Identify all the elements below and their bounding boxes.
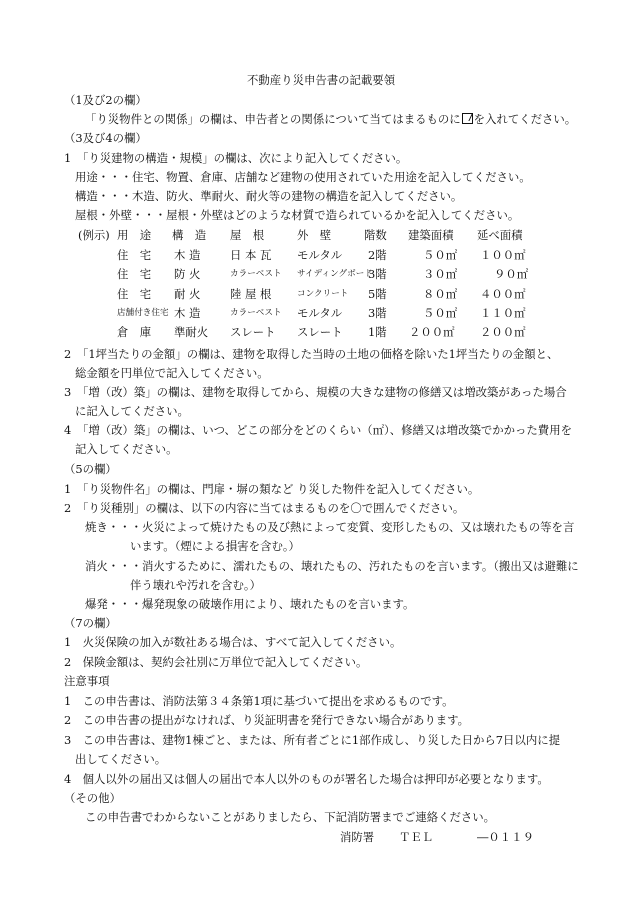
relation-instruction-text: 「り災物件との関係」の欄は、申告者との関係について当てはまるものに bbox=[85, 112, 461, 126]
table-cell: モルタル bbox=[297, 248, 343, 262]
item-price-per-tsubo: 2 「1坪当たりの金額」の欄は、建物を取得した当時の土地の価格を除いた1坪当たりの金額と、 bbox=[64, 347, 559, 361]
table-cell: １１０㎡ bbox=[480, 306, 526, 320]
table-cell: モルタル bbox=[297, 306, 343, 320]
table-cell: 住 宅 bbox=[117, 267, 152, 281]
table-cell: ９０㎡ bbox=[494, 267, 529, 281]
damage-burn-cont: います。（煙による損害を含む。） bbox=[130, 539, 300, 553]
relation-instruction-end: を入れてください。 bbox=[473, 112, 577, 126]
contact-instruction: この申告書でわからないことがありましたら、下記消防署までご連絡ください。 bbox=[85, 810, 496, 824]
section-heading-3-4: （3及び4の欄） bbox=[64, 131, 147, 145]
col-header-total-area: 延べ面積 bbox=[477, 228, 523, 242]
table-cell: ２００㎡ bbox=[480, 325, 526, 339]
table-cell: ５０㎡ bbox=[423, 306, 458, 320]
other-heading: （その他） bbox=[64, 791, 121, 805]
table-cell: ５０㎡ bbox=[423, 248, 458, 262]
table-cell: 3階 bbox=[368, 267, 387, 281]
tel-label: ＴＥＬ bbox=[399, 830, 434, 844]
notes-heading: 注意事項 bbox=[64, 674, 110, 688]
table-cell: 3階 bbox=[368, 306, 387, 320]
example-lead: (例示) bbox=[78, 228, 110, 242]
table-cell: 陸 屋 根 bbox=[230, 287, 272, 301]
note-1: 1 この申告書は、消防法第３４条第1項に基づいて提出を求めるものです。 bbox=[64, 694, 454, 708]
section-heading-1-2: （1及び2の欄） bbox=[64, 93, 147, 107]
table-cell: スレート bbox=[230, 325, 276, 339]
table-cell: 1階 bbox=[368, 325, 387, 339]
table-cell: 耐 火 bbox=[174, 287, 201, 301]
col-header-building-area: 建築面積 bbox=[408, 228, 454, 242]
damage-extinguish: 消火・・・消火するために、濡れたもの、壊れたもの、汚れたものを言います。（搬出又は避難に bbox=[85, 559, 579, 573]
table-cell: ２００㎡ bbox=[409, 325, 455, 339]
table-cell: ８０㎡ bbox=[423, 287, 458, 301]
item-price-per-tsubo-cont: 総金額を円単位で記入してください。 bbox=[75, 366, 269, 380]
col-header-floors: 階数 bbox=[364, 228, 387, 242]
table-cell: サイディングボード bbox=[297, 269, 373, 279]
table-cell: 倉 庫 bbox=[117, 325, 152, 339]
table-cell: １００㎡ bbox=[480, 248, 526, 262]
col-header-usage: 用 途 bbox=[117, 228, 152, 242]
table-cell: スレート bbox=[297, 325, 343, 339]
note-3-cont: 出してください。 bbox=[75, 752, 167, 766]
table-cell: 木 造 bbox=[174, 248, 201, 262]
structure-description: 構造・・・木造、防火、準耐火、耐火等の建物の構造を記入してください。 bbox=[75, 189, 463, 203]
section-heading-5: （5の欄） bbox=[64, 462, 117, 476]
damage-extinguish-cont: 伴う壊れや汚れを含む。） bbox=[130, 578, 261, 592]
item-extension-renovation: 3 「増（改）築」の欄は、建物を取得してから、規模の大きな建物の修繕又は増改築があった場合 bbox=[64, 385, 567, 399]
note-3: 3 この申告書は、建物1棟ごと、または、所有者ごとに1部作成し、り災した日から7日以内に提 bbox=[64, 733, 561, 747]
table-cell: 2階 bbox=[368, 248, 387, 262]
table-cell: ３０㎡ bbox=[423, 267, 458, 281]
table-cell: 住 宅 bbox=[117, 248, 152, 262]
table-cell: カラーベスト bbox=[230, 269, 282, 279]
item-damage-type: 2 「り災種別」の欄は、以下の内容に当てはまるものを〇で囲んでください。 bbox=[64, 501, 465, 515]
note-4: 4 個人以外の届出又は個人の届出で本人以外のものが署名した場合は押印が必要となります。 bbox=[64, 772, 549, 786]
table-cell: 準耐火 bbox=[174, 325, 209, 339]
item-renovation-cost: 4 「増（改）築」の欄は、いつ、どこの部分をどのくらい（㎡）、修繕又は増改築でかかった費用を bbox=[64, 423, 572, 437]
table-cell: 住 宅 bbox=[117, 287, 152, 301]
col-header-structure: 構 造 bbox=[172, 228, 207, 242]
col-header-wall: 外 壁 bbox=[297, 228, 332, 242]
damage-explosion: 爆発・・・爆発現象の破壊作用により、壊れたものを言います。 bbox=[85, 597, 415, 611]
item-insurance-amount: 2 保険金額は、契約会社別に万単位で記入してください。 bbox=[64, 655, 368, 669]
roof-wall-description: 屋根・外壁・・・屋根・外壁はどのような材質で造られているかを記入してください。 bbox=[75, 208, 520, 222]
table-cell: 5階 bbox=[368, 287, 387, 301]
col-header-roof: 屋 根 bbox=[230, 228, 265, 242]
table-cell: ４００㎡ bbox=[480, 287, 526, 301]
note-2: 2 この申告書の提出がなければ、り災証明書を発行できない場合があります。 bbox=[64, 713, 470, 727]
usage-description: 用途・・・住宅、物置、倉庫、店舗など建物の使用されていた用途を記入してください。 bbox=[75, 170, 531, 184]
table-cell: 店舗付き住宅 bbox=[117, 308, 169, 318]
table-cell: カラーベスト bbox=[230, 308, 282, 318]
fire-station-label: 消防署 bbox=[340, 830, 375, 844]
page-title: 不動産り災申告書の記載要領 bbox=[247, 73, 396, 87]
table-cell: コンクリート bbox=[297, 289, 349, 299]
item-damaged-object-name: 1 「り災物件名」の欄は、門扉・塀の類など り災した物件を記入してください。 bbox=[64, 482, 480, 496]
item-extension-renovation-cont: に記入してください。 bbox=[75, 404, 189, 418]
table-cell: 日 本 瓦 bbox=[230, 248, 272, 262]
relation-instruction bbox=[85, 111, 576, 127]
section-heading-7: （7の欄） bbox=[64, 616, 117, 630]
item-structure-scale: 1 「り災建物の構造・規模」の欄は、次により記入してください。 bbox=[64, 151, 408, 165]
item-insurance-multiple: 1 火災保険の加入が数社ある場合は、すべて記入してください。 bbox=[64, 635, 402, 649]
damage-burn: 焼き・・・火災によって焼けたもの及び熱によって変質、変形したもの、又は壊れたもの等を言 bbox=[85, 520, 575, 534]
tel-number: ―０１１９ bbox=[477, 830, 534, 844]
table-cell: 木 造 bbox=[174, 306, 201, 320]
item-renovation-cost-cont: 記入してください。 bbox=[75, 442, 178, 456]
checkbox-icon bbox=[462, 113, 473, 124]
table-cell: 防 火 bbox=[174, 267, 201, 281]
